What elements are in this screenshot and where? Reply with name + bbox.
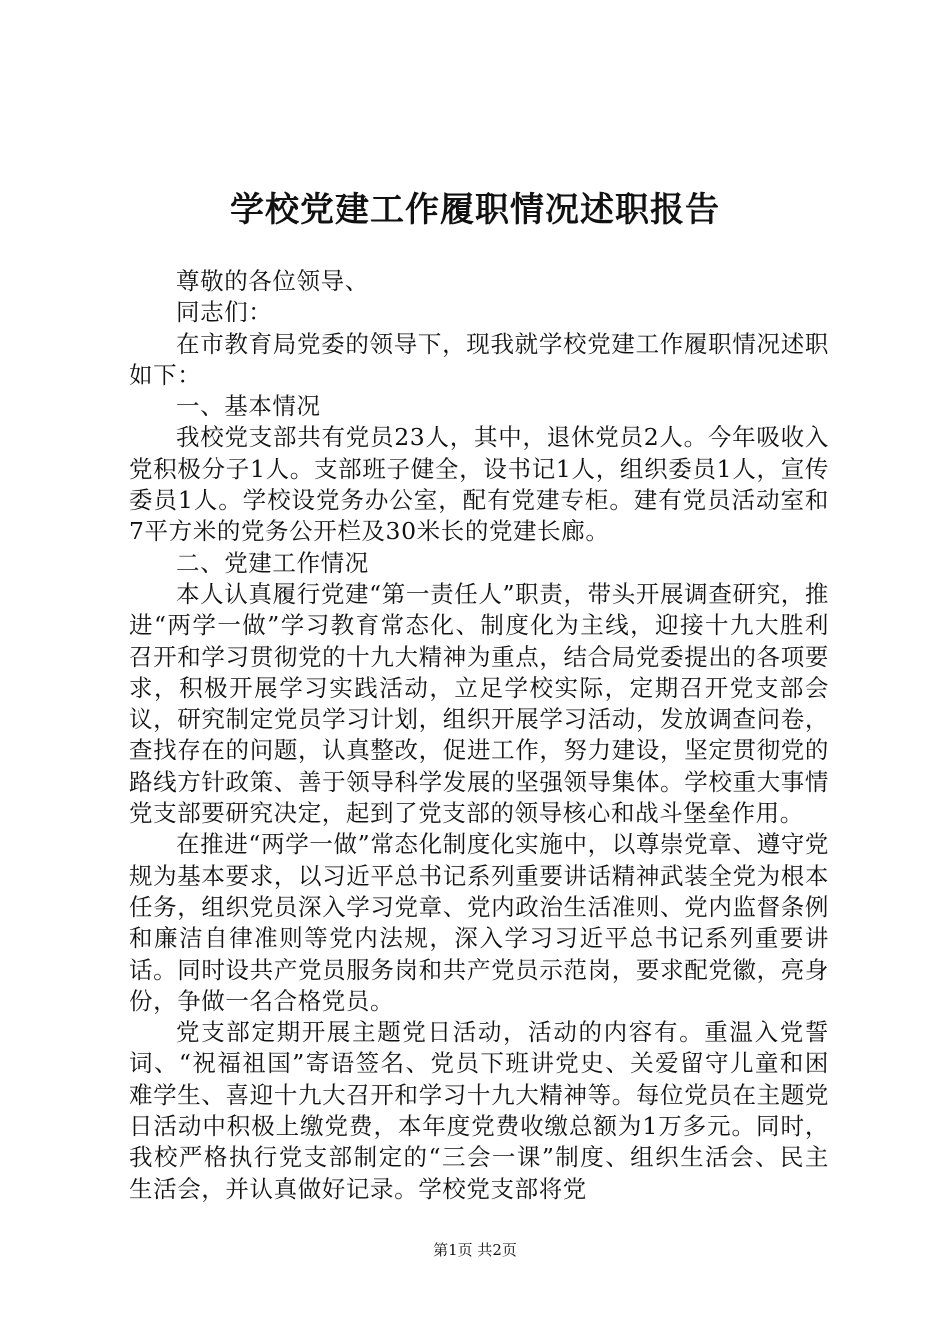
salutation-line-1: 尊敬的各位领导、 <box>176 267 369 295</box>
party-work-paragraph-2: 在推进“两学一做”常态化制度化实施中，以尊崇党章、遵守党规为基本要求，以习近平总书记系列重要讲话精神武装全党为根本任务，组织党员深入学习党章、党内政治生活准则、党内监督条例和廉洁自律准则等党内法规，深入学习习近平总书记系列重要讲话。同时设共产党员服务岗和共产党员示范岗，要求配党徽，亮身份，争做一名合格党员。 <box>129 830 829 1015</box>
document-body <box>129 266 829 1205</box>
page-footer: 第1页 共2页 <box>433 1241 517 1259</box>
section-heading-party-work: 二、党建工作情况 <box>176 548 369 577</box>
party-work-paragraph-1: 本人认真履行党建“第一责任人”职责，带头开展调查研究，推进“两学一做”学习教育常态化、制度化为主线，迎接十九大胜利召开和学习贯彻党的十九大精神为重点，结合局党委提出的各项要求，积极开展学习实践活动，立足学校实际，定期召开党支部会议，研究制定党员学习计划，组织开展学习活动，发放调查问卷，查找存在的问题，认真整改，促进工作，努力建设，坚定贯彻党的路线方针政策、善于领导科学发展的坚强领导集体。学校重大事情党支部要研究决定，起到了党支部的领导核心和战斗堡垒作用。 <box>129 579 829 828</box>
intro-paragraph: 在市教育局党委的领导下，现我就学校党建工作履职情况述职如下： <box>129 329 829 389</box>
party-work-paragraph-3: 党支部定期开展主题党日活动，活动的内容有。重温入党誓词、“祝福祖国”寄语签名、党员下班讲党史、关爱留守儿童和困难学生、喜迎十九大召开和学习十九大精神等。每位党员在主题党日活动中积极上缴党费，本年度党费收缴总额为1万多元。同时，我校严格执行党支部制定的“三会一课”制度、组织生活会、民主生活会，并认真做好记录。学校党支部将党 <box>129 1018 829 1203</box>
document-title: 学校党建工作履职情况述职报告 <box>230 190 720 230</box>
section-heading-basic: 一、基本情况 <box>176 392 321 421</box>
basic-situation-paragraph: 我校党支部共有党员23人，其中，退休党员2人。今年吸收入党积极分子1人。支部班子健全，设书记1人，组织委员1人，宣传委员1人。学校设党务办公室，配有党建专柜。建有党员活动室和7平方米的党务公开栏及30米长的党建长廊。 <box>129 423 829 546</box>
salutation-line-2: 同志们： <box>176 298 273 327</box>
